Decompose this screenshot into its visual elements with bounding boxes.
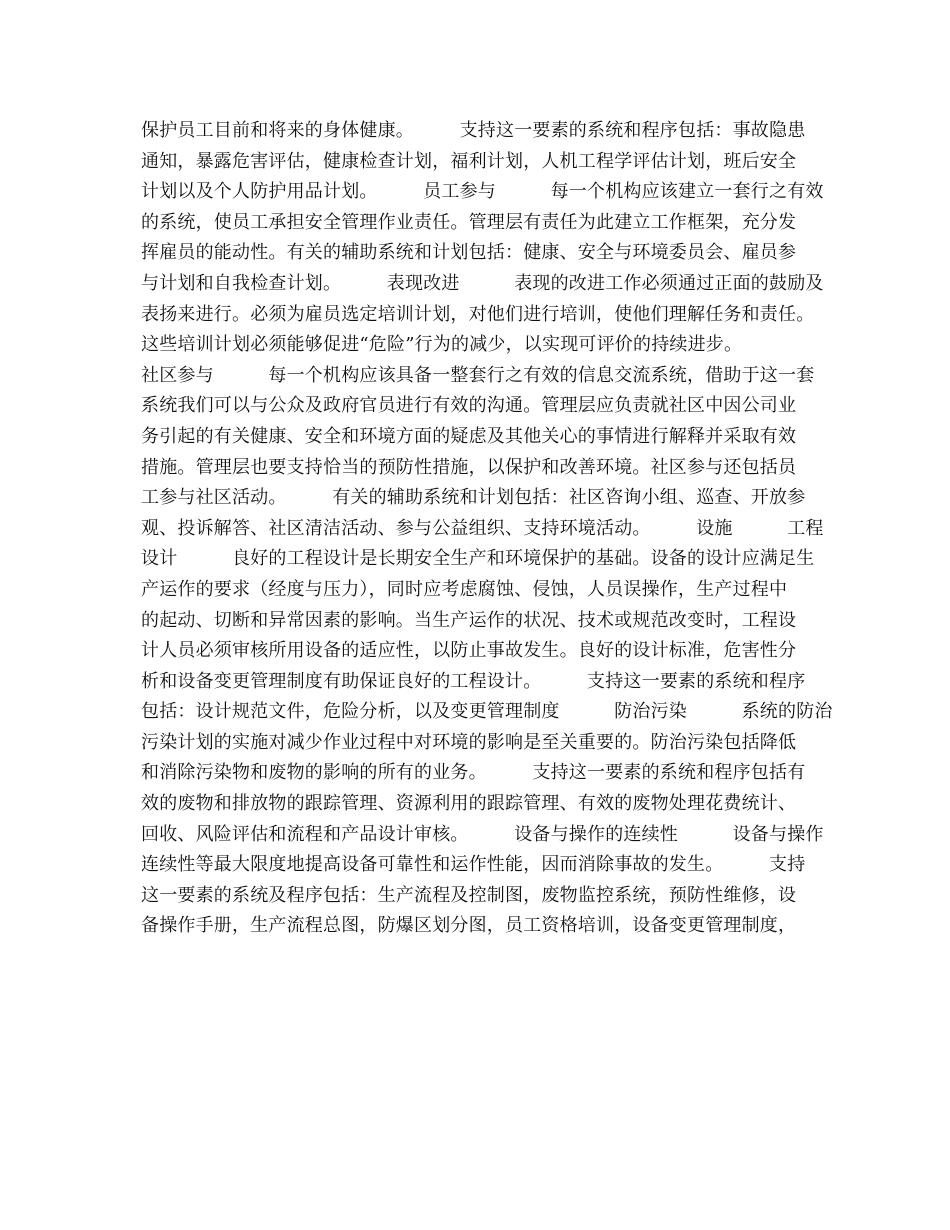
text-line: 的起动、切断和异常因素的影响。当生产运作的状况、技术或规范改变时，工程设 xyxy=(141,609,797,631)
text-line: 社区参与 每一个机构应该具备一整套行之有效的信息交流系统，借助于这一套 xyxy=(141,364,815,386)
text-line: 效的废物和排放物的跟踪管理、资源利用的跟踪管理、有效的废物处理花费统计、 xyxy=(141,793,797,815)
text-line: 通知，暴露危害评估，健康检查计划，福利计划，人机工程学评估计划，班后安全 xyxy=(141,150,797,172)
text-line: 表扬来进行。必须为雇员选定培训计划，对他们进行培训，使他们理解任务和责任。 xyxy=(141,303,815,325)
document-body-text xyxy=(141,116,831,942)
text-line: 析和设备变更管理制度有助保证良好的工程设计。 支持这一要素的系统和程序 xyxy=(141,670,806,692)
text-line: 计人员必须审核所用设备的适应性，以防止事故发生。良好的设计标准，危害性分 xyxy=(141,640,797,662)
text-line: 连续性等最大限度地提高设备可靠性和运作性能，因而消除事故的发生。 支持 xyxy=(141,854,806,876)
text-line: 计划以及个人防护用品计划。 员工参与 每一个机构应该建立一套行之有效 xyxy=(141,181,824,203)
text-line: 和消除污染物和废物的影响的所有的业务。 支持这一要素的系统和程序包括有 xyxy=(141,762,806,784)
text-line: 与计划和自我检查计划。 表现改进 表现的改进工作必须通过正面的鼓励及 xyxy=(141,272,824,294)
text-line: 备操作手册，生产流程总图，防爆区划分图，员工资格培训，设备变更管理制度， xyxy=(141,915,797,937)
text-line: 工参与社区活动。 有关的辅助系统和计划包括：社区咨询小组、巡查、开放参 xyxy=(141,487,806,509)
text-line: 的系统，使员工承担安全管理作业责任。管理层有责任为此建立工作框架，充分发 xyxy=(141,211,797,233)
text-line: 挥雇员的能动性。有关的辅助系统和计划包括：健康、安全与环境委员会、雇员参 xyxy=(141,242,797,264)
text-line: 包括：设计规范文件，危险分析，以及变更管理制度 防治污染 系统的防治 xyxy=(141,701,833,723)
text-line: 回收、风险评估和流程和产品设计审核。 设备与操作的连续性 设备与操作 xyxy=(141,823,824,845)
text-line: 设计 良好的工程设计是长期安全生产和环境保护的基础。设备的设计应满足生 xyxy=(141,548,815,570)
text-line: 措施。管理层也要支持恰当的预防性措施，以保护和改善环境。社区参与还包括员 xyxy=(141,456,797,478)
text-line: 这一要素的系统及程序包括：生产流程及控制图，废物监控系统，预防性维修，设 xyxy=(141,884,797,906)
text-line: 产运作的要求（经度与压力），同时应考虑腐蚀、侵蚀，人员误操作，生产过程中 xyxy=(141,578,788,600)
text-line: 观、投诉解答、社区清洁活动、参与公益组织、支持环境活动。 设施 工程 xyxy=(141,517,824,539)
text-line: 保护员工目前和将来的身体健康。 支持这一要素的系统和程序包括：事故隐患 xyxy=(141,120,806,141)
text-line: 系统我们可以与公众及政府官员进行有效的沟通。管理层应负责就社区中因公司业 xyxy=(141,395,797,417)
text-line: 务引起的有关健康、安全和环境方面的疑虑及其他关心的事情进行解释并采取有效 xyxy=(141,425,797,447)
text-line: 污染计划的实施对减少作业过程中对环境的影响是至关重要的。防治污染包括降低 xyxy=(141,731,797,753)
text-line: 这些培训计划必须能够促进“危险”行为的减少，以实现可评价的持续进步。 xyxy=(141,334,743,356)
